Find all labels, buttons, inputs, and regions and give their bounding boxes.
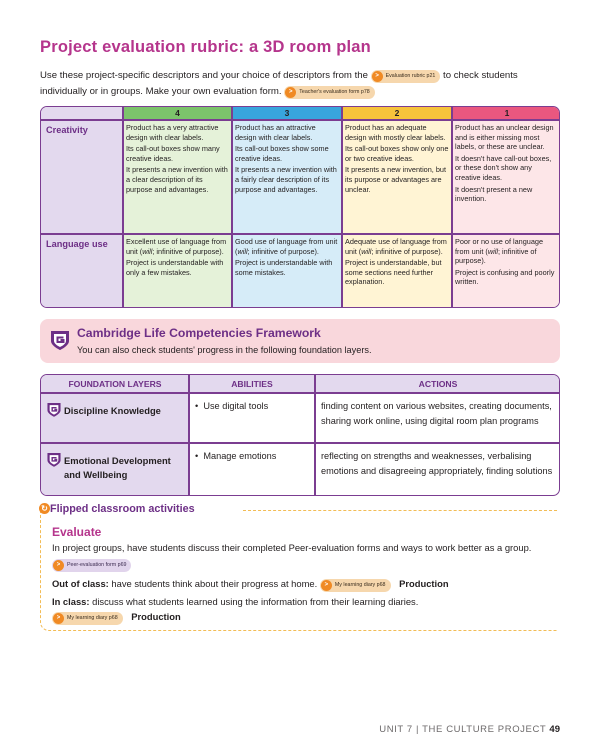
- foundation-header: FOUNDATION LAYERS: [41, 375, 189, 393]
- foundation-layer-name: Emotional Development and Wellbeing: [64, 455, 171, 480]
- ref-learning-diary-label: My learning diary p68: [334, 582, 386, 588]
- rubric-cell: [123, 120, 232, 234]
- rubric-descriptor: Its call-out boxes show many creative ideas.: [126, 144, 220, 163]
- rubric-cell: [123, 234, 232, 308]
- rubric-descriptor: Its call-out boxes show some creative ideas.: [235, 144, 329, 163]
- clc-shield-icon: [49, 329, 71, 351]
- ref-learning-diary-label: My learning diary p68: [67, 615, 118, 621]
- rubric-descriptor: It presents a new invention, but its purpose or advantages are unclear.: [345, 165, 447, 194]
- rubric-descriptor: Project is understandable with some mistakes.: [235, 258, 333, 277]
- rubric-divider: [41, 119, 559, 121]
- footer-separator: |: [416, 724, 420, 735]
- rubric-descriptor: Product has an adequate design with mostly clear labels.: [345, 123, 446, 142]
- rubric-descriptor: It doesn't present a new invention.: [455, 184, 533, 204]
- rubric-table: [40, 106, 560, 308]
- ref-peer-evaluation-form-label: Peer-evaluation form p69: [67, 562, 127, 568]
- arrow-icon: >: [53, 560, 64, 571]
- foundation-header: ABILITIES: [189, 375, 315, 393]
- rubric-descriptor: Poor or no use of language from unit (will; infinitive of purpose).: [455, 237, 544, 266]
- rubric-cell: [342, 234, 452, 308]
- foundation-layer-cell: [41, 443, 189, 496]
- ref-learning-diary[interactable]: [320, 579, 391, 592]
- foundation-divider: [41, 392, 559, 394]
- foundation-table: [40, 374, 560, 496]
- footer-name: THE CULTURE PROJECT: [422, 724, 547, 735]
- foundation-actions: finding content on various websites, creating documents, sharing work online, using digital room plan programs: [321, 401, 552, 426]
- intro-text: [40, 68, 565, 100]
- emotional-development-icon: [46, 451, 62, 468]
- ref-peer-evaluation-form[interactable]: [52, 559, 131, 572]
- rubric-descriptor: It doesn't have call-out boxes, or these don't show any creative ideas.: [455, 153, 552, 182]
- foundation-ability-text: Use digital tools: [203, 401, 269, 411]
- clc-subtitle: You can also check students' progress in the following foundation layers.: [77, 345, 372, 355]
- production-label: Production: [399, 578, 449, 589]
- intro-text-part2: to check students individually or in groups. Make your own evaluation form.: [40, 70, 518, 97]
- rubric-descriptor: Good use of language from unit (will; infinitive of purpose).: [235, 237, 338, 256]
- rubric-level-header: 4: [123, 107, 232, 120]
- rubric-cell: [232, 234, 342, 308]
- arrow-icon: >: [372, 71, 383, 82]
- flipped-title: Flipped classroom activities: [50, 503, 195, 515]
- clc-banner: [40, 319, 560, 363]
- rubric-descriptor: Excellent use of language from unit (will; infinitive of purpose).: [126, 237, 227, 256]
- footer-unit: UNIT 7: [379, 724, 413, 735]
- discipline-knowledge-icon: [46, 401, 62, 418]
- rubric-descriptor: Its call-out boxes show only one or two creative ideas.: [345, 144, 449, 163]
- page-number: 49: [549, 724, 560, 735]
- foundation-header: ACTIONS: [315, 375, 560, 393]
- bullet: •: [195, 451, 204, 461]
- rubric-descriptor: It presents a new invention with a fairly clear description of its purpose and advantages.: [235, 165, 337, 194]
- flipped-top-dash: [243, 510, 557, 511]
- rubric-level-header: 2: [342, 107, 452, 120]
- page-title: Project evaluation rubric: a 3D room plan: [40, 38, 371, 56]
- rubric-cell: [452, 120, 560, 234]
- foundation-ability: [189, 443, 315, 496]
- rubric-descriptor: Product has an attractive design with clear labels.: [235, 123, 316, 142]
- rubric-descriptor: Product has an unclear design and is either missing most labels, or these are unclear.: [455, 123, 554, 152]
- arrow-icon: >: [321, 580, 332, 591]
- in-class-label: In class:: [52, 596, 90, 607]
- ref-teacher-evaluation-form-label: Teacher's evaluation form p78: [299, 89, 370, 95]
- evaluate-heading: Evaluate: [52, 525, 102, 539]
- out-of-class-text: have students think about their progress at home.: [111, 578, 318, 589]
- arrow-icon: >: [285, 87, 296, 98]
- rubric-divider: [41, 233, 559, 235]
- ref-teacher-evaluation-form[interactable]: [284, 86, 375, 99]
- rubric-divider: [341, 107, 343, 307]
- ref-evaluation-rubric-label: Evaluation rubric p21: [385, 73, 436, 79]
- intro-text-part1: Use these project-specific descriptors and your choice of descriptors from the: [40, 70, 368, 81]
- foundation-layer-name: Discipline Knowledge: [64, 405, 161, 416]
- rubric-descriptor: Adequate use of language from unit (will; infinitive of purpose).: [345, 237, 447, 256]
- rubric-descriptor: It presents a new invention with a clear description of its purpose and advantages.: [126, 165, 228, 194]
- in-class-ref-line: [52, 609, 552, 625]
- refresh-icon: ↻: [39, 503, 50, 514]
- rubric-level-header: 1: [452, 107, 560, 120]
- page-footer: [379, 724, 560, 735]
- rubric-row-label: Creativity: [41, 120, 123, 234]
- foundation-ability-text: Manage emotions: [203, 451, 277, 461]
- rubric-descriptor: Project is understandable with only a few mistakes.: [126, 258, 224, 277]
- out-of-class-label: Out of class:: [52, 578, 109, 589]
- rubric-divider: [231, 107, 233, 307]
- flipped-paragraph: [52, 540, 547, 572]
- rubric-descriptor: Product has a very attractive design with clear labels.: [126, 123, 219, 142]
- foundation-actions: reflecting on strengths and weaknesses, verbalising emotions and disagreeing appropriately, finding solutions: [321, 451, 553, 476]
- bullet: •: [195, 401, 204, 411]
- arrow-icon: >: [53, 613, 64, 624]
- out-of-class-line: [52, 576, 552, 592]
- in-class-line: [52, 594, 552, 610]
- in-class-text: discuss what students learned using the information from their learning diaries.: [92, 596, 419, 607]
- production-label: Production: [131, 611, 181, 622]
- rubric-cell: [452, 234, 560, 308]
- ref-learning-diary[interactable]: [52, 612, 123, 625]
- rubric-descriptor: Project is understandable, but some sections need further explanation.: [345, 258, 442, 287]
- rubric-divider: [122, 107, 124, 307]
- foundation-ability: [189, 393, 315, 443]
- rubric-divider: [451, 107, 453, 307]
- foundation-layer-cell: [41, 393, 189, 443]
- flipped-paragraph-text: In project groups, have students discuss their completed Peer-evaluation forms and ways to work better as a group.: [52, 542, 532, 553]
- clc-title: Cambridge Life Competencies Framework: [77, 326, 321, 340]
- rubric-level-header: 3: [232, 107, 342, 120]
- foundation-divider: [41, 442, 559, 444]
- rubric-row-label: Language use: [41, 234, 123, 308]
- rubric-cell: [342, 120, 452, 234]
- rubric-descriptor: Project is confusing and poorly written.: [455, 267, 555, 287]
- ref-evaluation-rubric[interactable]: [371, 70, 441, 83]
- rubric-cell: [232, 120, 342, 234]
